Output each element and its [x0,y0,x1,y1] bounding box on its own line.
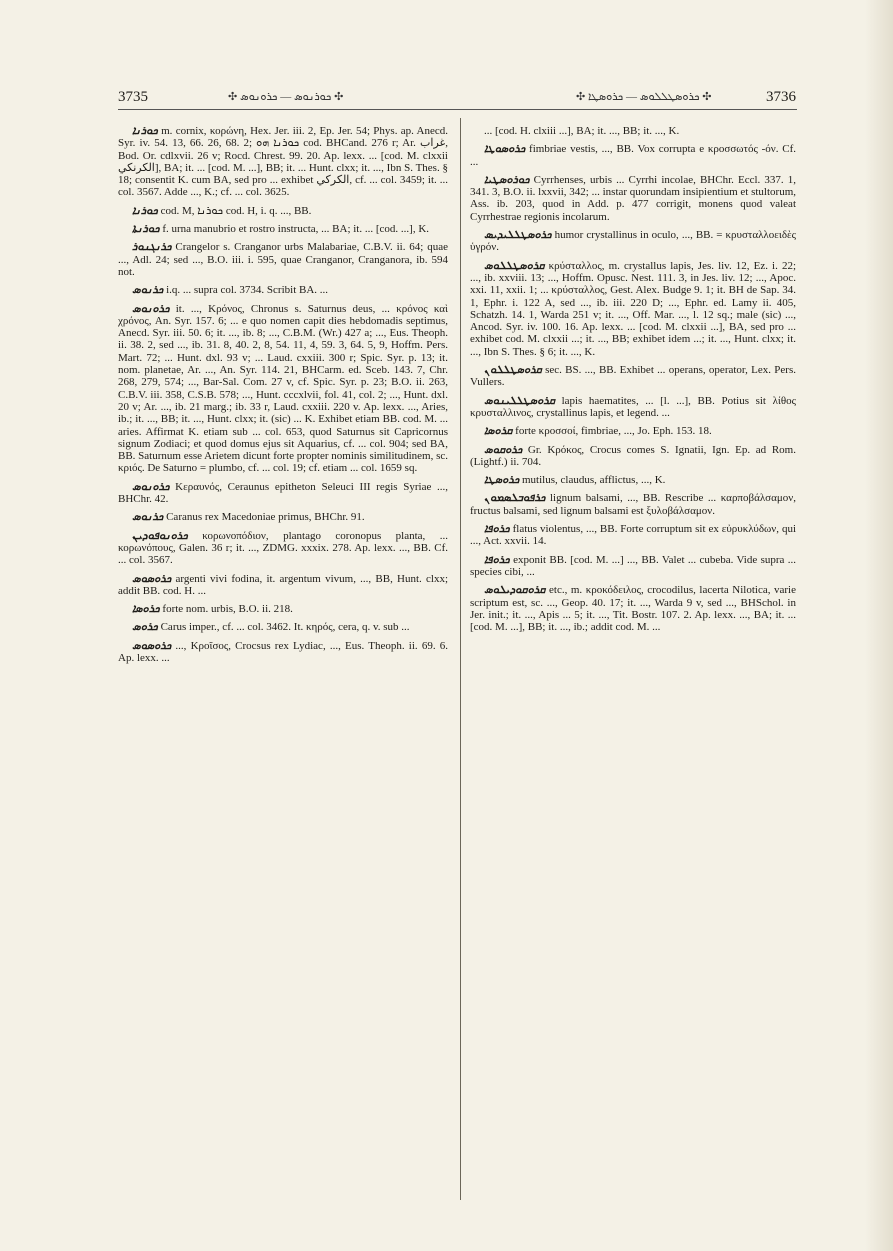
entry-text: Crangelor s. Cranganor urbs Malabariae, C.B.V. ii. 64; quae ..., Adl. 24; sed ..., B.O. iii. i. 595, quae Cranganor, Cranganora, ib. 594 not. [118,241,448,278]
dictionary-entry [470,523,796,548]
dictionary-entry [118,223,448,235]
entry-headword: ܟܪܘܣܐ [132,603,160,616]
entry-text: flatus violentus, ..., BB. Forte corruptum sit ex εὐρυκλύδων, qui ..., Act. xxvii. 14. [470,523,796,548]
entry-text: argenti vivi fodina, it. argentum vivum, ..., BB, Hunt. clxx; addit BB. cod. H. ... [118,572,449,597]
dictionary-entry [470,425,796,437]
entry-headword: ܟܪܘܢܘܣ [132,302,170,315]
entry-text: sec. BS. ..., BB. Exhibet ... operans, operator, Lex. Pers. Vullers. [470,364,797,389]
entry-headword: ܩܪܘܣܛܠܠܘܢ [484,364,542,377]
entry-text: Caranus rex Macedoniae primus, BHChr. 91. [166,511,365,524]
left-page-number: 3735 [118,89,148,105]
left-running-title: ✣ ܟܘܪܢܘܣ — ܟܪܘܢܘܣ ✣ [228,91,344,103]
entry-text: i.q. ... supra col. 3734. Scribit BA. ... [166,284,329,297]
dictionary-entry [118,284,448,296]
entry-text: m. cornix, κορώνη, Hex. Jer. iii. 2, Ep. Jer. 54; Phys. ap. Anecd. Syr. iv. 54. 13, 66. 26, 68. 2; ܟܘܪܢܐ ܗܘ cod. BHCand. 276 r; Ar. غراب, Bod. Or. cdlxvii. 26 v; Rocd. Chrest. 99. 20. Ap. lexx. ... [cod. M. clxxii الكرنكي], BA; it. ... [cod. M. ...], BB; it. ... Hunt. clxx; it. ..., Ibn S. Thes. § 18; consentit K. cum BA, sed pro ... exhibet الكركي, cf. ... col. 3459; it. ... col. 3567. Adde ..., K.; cf. ... col. 3625. [118,125,449,199]
entry-headword: ܟܪܘܣܘܣ [132,639,172,652]
entry-headword: ܟܪܢܘܣ [132,284,164,297]
right-column [470,125,796,639]
entry-text: lapis haematites, ... [l. ...], BB. Potius sit λίθος κρυσταλλινος, crystallinus lapis, et legend. ... [470,394,796,419]
entry-headword: ܟܪܘܣ [132,621,158,634]
dictionary-entry [118,125,448,199]
entry-text: humor crystallinus in oculo, ..., BB. = κρυσταλλοειδὲς ὑγρόν. [470,229,796,254]
entry-headword: ܟܪܘܦܐ [484,553,510,566]
entry-headword: ܟܪܢܓܢܘܪ [132,241,172,254]
entry-headword: ܟܪܘܩܘܣ [484,443,523,456]
right-page-number: 3736 [766,89,796,105]
entry-text: mutilus, claudus, afflictus, ..., K. [522,474,666,487]
entry-text: κρύσταλλος, m. crystallus lapis, Jes. liv. 12, Ez. i. 22; ..., ib. xxviii. 13; ..., Hoffm. Opusc. Nest. 111. 3, in Jes. liv. 12; ..., Apoc. xxi. 11, xxii. 1; ... κρύσταλλος, Gest. Alex. Budge 9. 1; it. BH de Sap. 34. 1, Ephr. i. 122 A, sed ..., ib. iii. 220 D; ..., Ephr. ed. Lamy ii. 405, Schatzh. 14. 1, Warda 251 v; it. ..., Off. Mar. ..., l. 12 sq.; male (sic) ..., Ancod. Syr. iv. 100. 16. Ap. lexx. ... [cod. M. clxxii ...], BA, sed pro ... exhibet cod. M. clxxii ...; it. ..., BB; exhibet idem ...; it. ..., Hunt. clxx; it. ..., Ibn S. Thes. § 6; it. ..., K. [470,259,797,358]
dictionary-entry [118,640,448,665]
dictionary-entry [118,241,448,278]
entry-headword: ܟܪܘܣܘܣ [132,572,172,585]
column-divider [460,118,461,1200]
left-column [118,125,448,670]
entry-text: cod. M, ܟܘܪܢܐ cod. H, i. q. ..., BB. [160,204,312,217]
dictionary-entry [470,143,796,168]
dictionary-entry [470,229,796,254]
entry-text: ... [cod. H. clxiii ...], BA; it. ..., BB; it. ..., K. [484,125,680,137]
dictionary-entry [118,481,448,506]
entry-text: f. urna manubrio et rostro instructa, ... BA; it. ... [cod. ...], K. [162,223,430,236]
dictionary-entry [470,125,796,137]
entry-text: forte nom. urbis, B.O. ii. 218. [162,603,293,616]
entry-headword: ܟܘܪܢܐ [132,125,158,137]
entry-headword: ܟܪܘܢܘܦܘܕܝܢ [132,529,188,542]
header-rule [118,109,797,110]
entry-headword: ܩܪܘܣܐ [484,425,513,438]
entry-headword: ܟܪܘܦܐ [484,523,510,536]
entry-headword: ܟܘܪܢܐ [132,204,158,217]
entry-headword: ܟܘܪܘܣܛܝܐ [484,173,530,186]
dictionary-entry [118,530,448,567]
dictionary-entry [118,511,448,523]
dictionary-entry [470,444,796,469]
left-page-header [118,86,430,108]
entry-text: Carus imper., cf. ... col. 3462. It. κηρός, cera, q. v. sub ... [160,621,410,634]
entry-headword: ܩܪܘܣܛܠܠܘܣ [484,259,545,272]
entry-headword: ܟܪܢܘܣ [132,511,164,524]
dictionary-entry [118,621,448,633]
entry-text: fimbriae vestis, ..., BB. Vox corrupta e κροσσωτός -όν. Cf. ... [470,143,797,168]
entry-text: lignum balsami, ..., BB. Rescribe ... καρποβάλσαμον, fructus balsami, sed lignum balsami est ξυλοβάλσαμον. [470,492,796,517]
right-page-header [486,86,796,108]
entry-headword: ܩܪܘܩܘܕܝܠܘܣ [484,584,546,597]
dictionary-entry [118,603,448,615]
entry-text: Gr. Κρόκος, Crocus comes S. Ignatii, Ign. Ep. ad Rom. (Lightf.) ii. 704. [470,443,796,468]
dictionary-entry [118,303,448,475]
entry-headword: ܟܘܪܢܬܐ [132,223,160,236]
dictionary-entry [470,395,796,420]
dictionary-entry [118,205,448,217]
entry-headword: ܩܪܘܣܛܠܠܝܢܘܣ [484,394,555,407]
entry-text: etc., m. κροκόδειλος, crocodilus, lacerta Nilotica, varie scriptum est, sc. ..., Geop. 40. 17; it. ..., Warda 9 v, sed ..., BHSchol. in Jer. init.; it. ..., Apis ... 5; it. ..., Tit. Bostr. 107. 2. Ap. lexx. ..., BA; it. ... [cod. M. ...], BB; it. ..., ib.; addit cod. M. ... [470,584,796,634]
entry-text: Cyrrhenses, urbis ... Cyrrhi incolae, BHChr. Eccl. 337. 1, 341. 3, B.O. ii. lxxvii, 342; ... instar quorundam insipientium et stultorum, Ass. ib. 203, quod in Add. p. 477 corrigit, monens quod valeat Cyrrhestrae regionis incolarum. [470,173,797,223]
dictionary-entry [470,364,796,389]
entry-text: forte κροσσοί, fimbriae, ..., Jo. Eph. 153. 18. [515,425,712,438]
entry-text: κορωνοπόδιον, plantago coronopus planta, ... κορωνόπους, Galen. 36 r; it. ..., ZDMG. xxxix. 278. Ap. lexx. ..., BB. Cf. ... col. 3567. [118,529,449,567]
entry-headword: ܟܪܦܘܒܠܣܡܘܢ [484,492,546,505]
entry-text: exponit BB. [cod. M. ...] ..., BB. Valet ... cubeba. Vide supra ... species cibi, ... [470,553,797,578]
entry-text: it. ..., Κρόνος, Chronus s. Saturnus deus, ... κρόνος καὶ χρόνος, An. Syr. 157. 6; ... e quo nomen capit dies hebdomadis septimus, Anecd. Syr. iii. 50. 6; it. ..., ib. 8; ..., C.B.M. (Wr.) 427 a; ..., Eus. Theoph. ii. 38. 2, sed ..., ib. 31. 8, 40. 2, 8, 54. 11, 4, 59. 3, 64. 5, 9, Hoffm. Pers. Mart. 72; ... Hunt. dxl. 93 v; ... Laud. cxxiii. 300 r; Spic. Syr. p. 13; it. nom. planetae, Ar. ..., An. Syr. 114. 21, BHCarm. ed. Sceb. 143. 7, Chr. 268, 279, 574; ..., Bar-Sal. Com. 27 v, cf. Spic. Syr. p. 23; B.O. ii. 263, C.B.V. iii. 358, C.S.B. 578; ..., Hunt. cccxlvii, fol. 41, col. 2; ..., Hunt. dxl. 20 v; Ar. ..., ib. 21 marg.; ib. 33 r, Laud. cxxiii. 220 v. Ap. lexx. ..., Aries, ib.; it. ..., BB; it. ..., Hunt. clxx; it. (sic) ... K. Exhibet etiam BB. cod. M. ... aries. Affirmat K. etiam sub ... col. 653, quod Saturnus sit Capricornus signum Zodiaci; et quod domus ejus sit Aquarius, cf. ... col. 904; sed BA, BB. Saturnum esse Arietem dicunt forte propter nominis similitudinem, sc. κριός. De Saturno = plumbo, cf. ... col. 19; cf. etiam ... col. 1659 sq. [118,302,448,475]
entry-headword: ܟܪܘܣܘܛܐ [484,143,526,156]
entry-headword: ܟܪܘܣܛܠܠܝܕܝܣ [484,229,552,242]
entry-headword: ܟܪܘܣܛܐ [484,474,520,487]
dictionary-entry [470,260,796,358]
dictionary-entry [470,554,796,579]
dictionary-entry [470,474,796,486]
entry-text: Κεραυνός, Ceraunus epitheton Seleuci III regis Syriae ..., BHChr. 42. [118,480,449,506]
right-running-title: ✣ ܟܪܘܣܛܠܠܘܣ — ܟܪܘܣܛܐ ✣ [576,91,712,103]
page-edge-shading [865,0,893,1251]
dictionary-entry [470,492,796,517]
dictionary-entry [118,573,448,598]
entry-headword: ܟܪܘܢܘܣ [132,480,170,493]
dictionary-entry [470,174,796,223]
dictionary-entry [470,584,796,633]
entry-text: ..., Κροῖσος, Crocsus rex Lydiac, ..., Eus. Theoph. ii. 69. 6. Ap. lexx. ... [118,639,448,664]
